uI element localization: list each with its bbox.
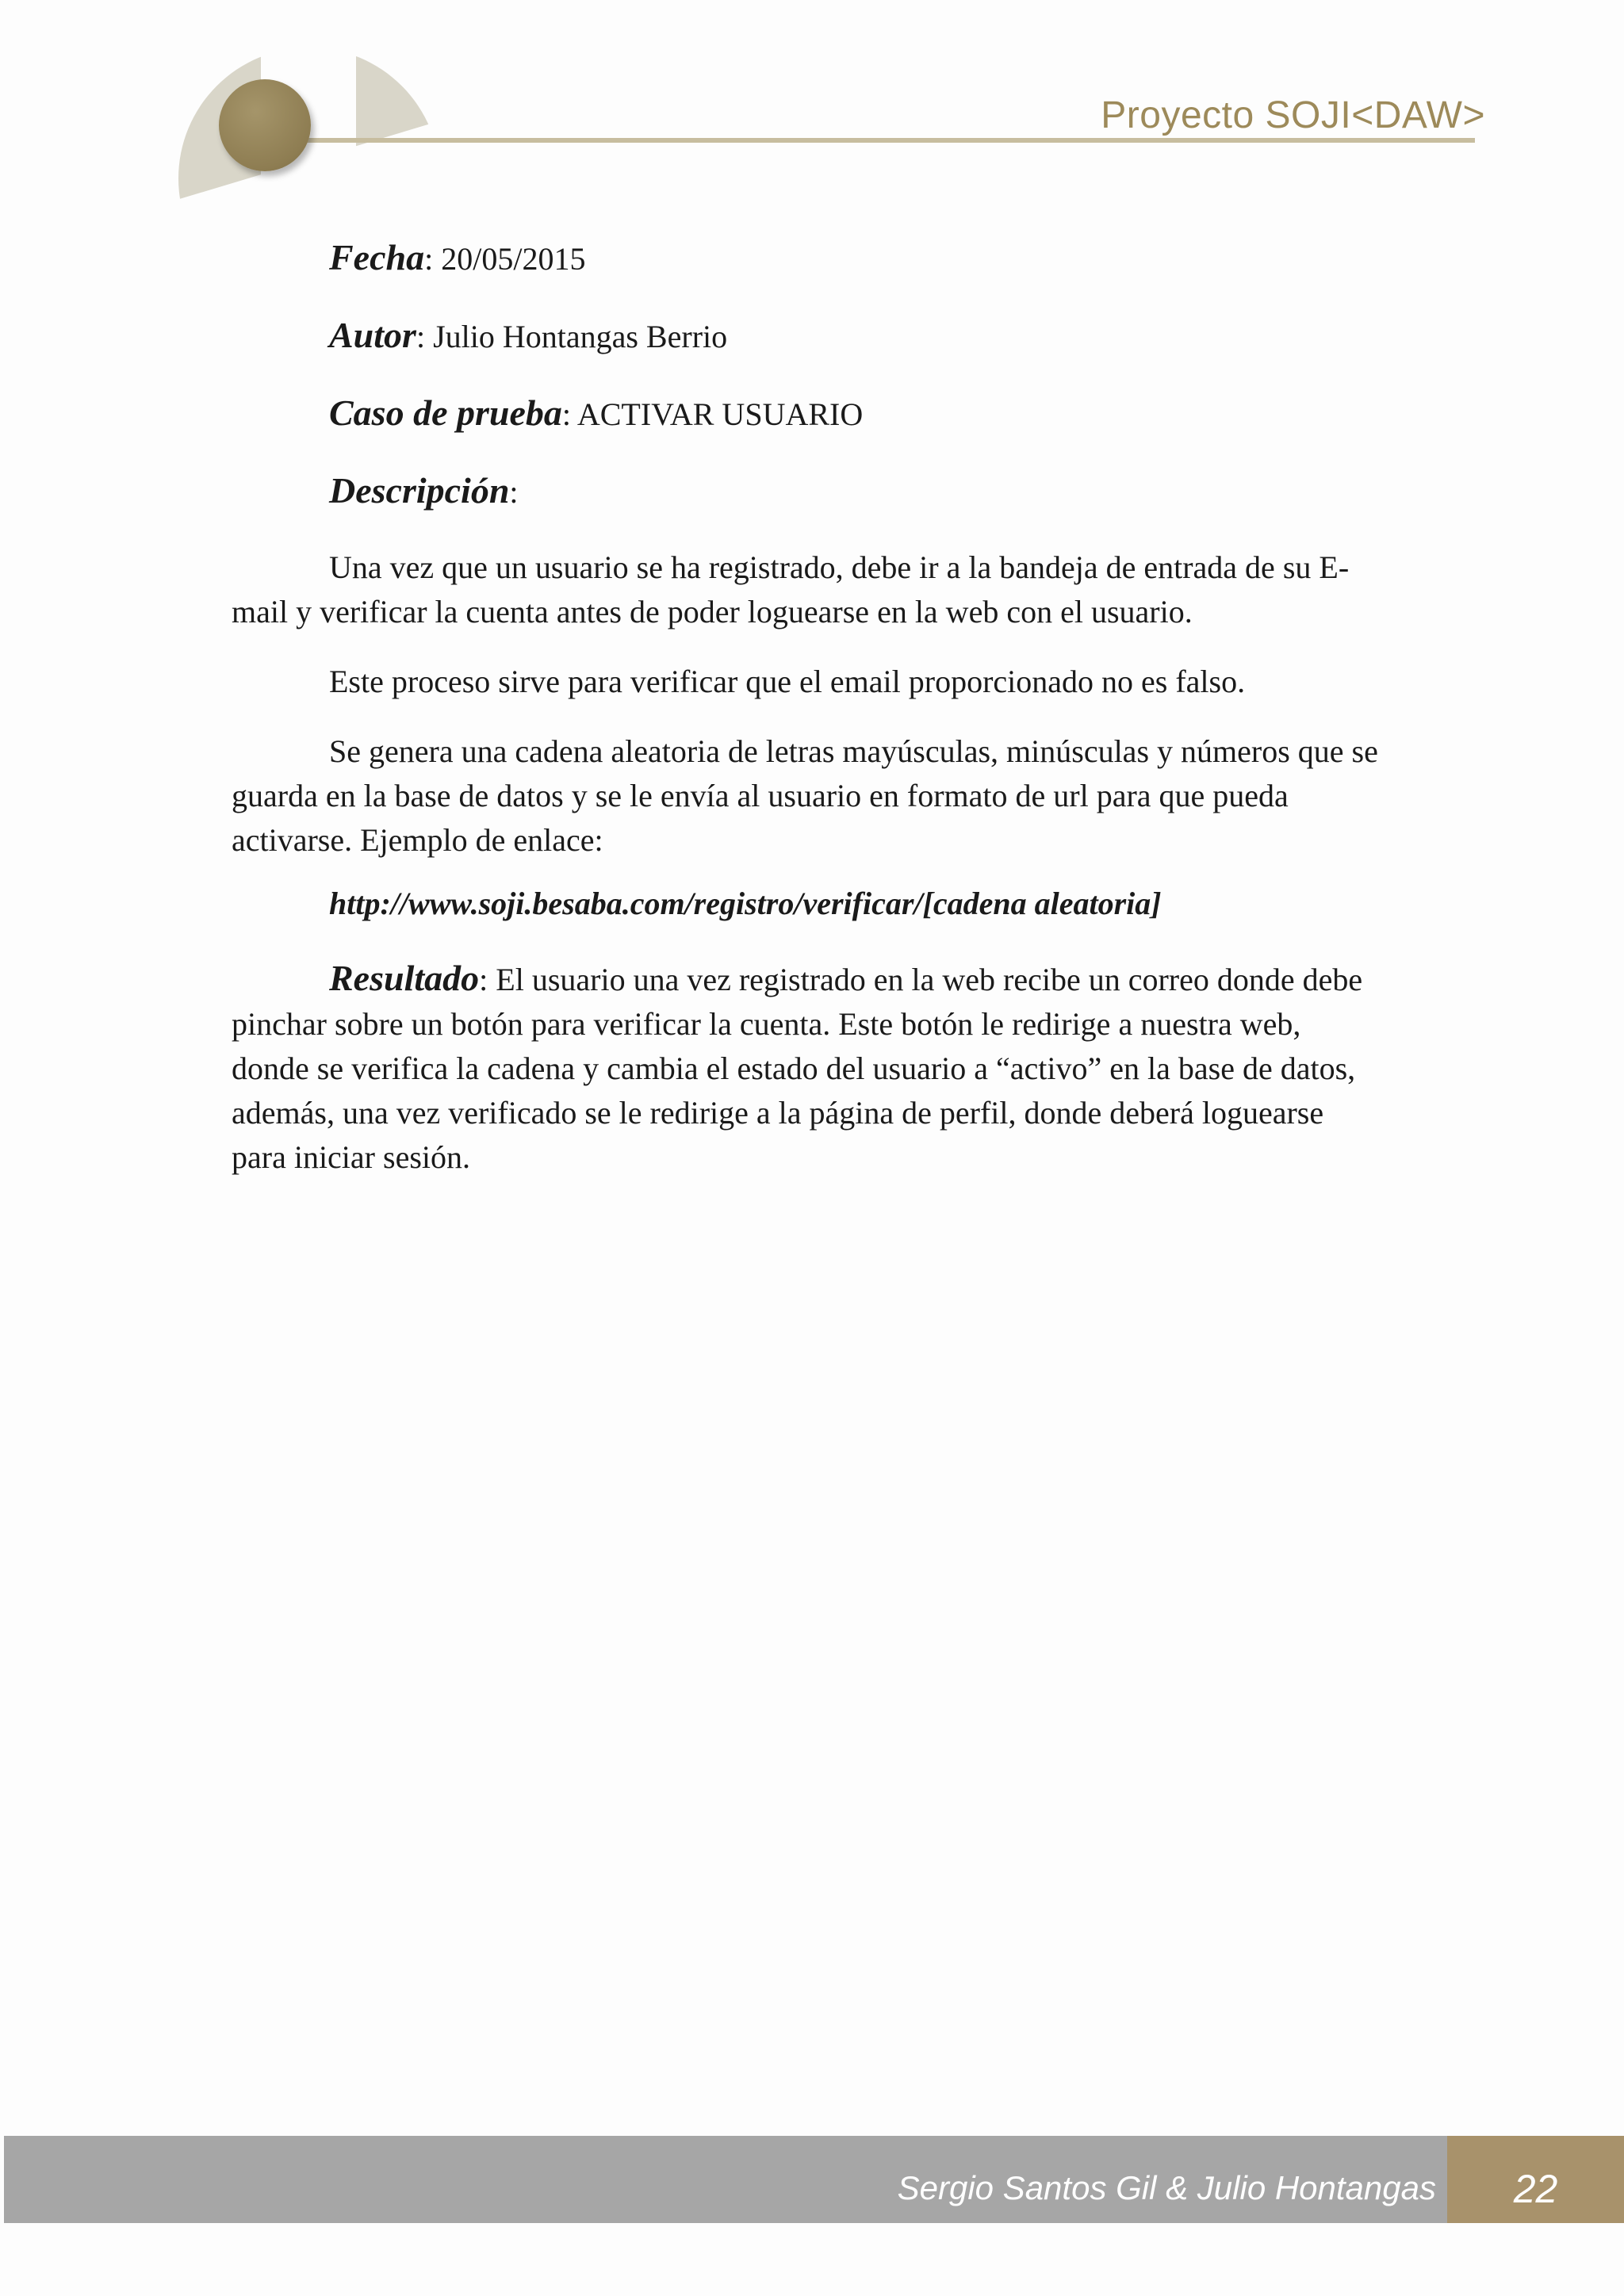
autor-value: : Julio Hontangas Berrio	[416, 319, 728, 354]
resultado-text: : El usuario una vez registrado en la web recibe un correo donde debe pinchar sobre un botón para verificar la cuenta. Este botón le redirige a nuestra web, donde se verifica la cadena y cambia el estado del usuario a “activo” en la base de datos, además, una vez verificado se le redirige a la página de perfil, donde deberá loguearse para iniciar sesión.	[232, 962, 1363, 1175]
footer-authors: Sergio Santos Gil & Julio Hontangas	[897, 2169, 1436, 2206]
field-autor	[329, 314, 727, 356]
descripcion-value: :	[509, 474, 519, 510]
field-caso	[329, 392, 863, 434]
paragraph-1	[232, 545, 1381, 634]
header-title: Proyecto SOJI<DAW>	[1101, 94, 1485, 136]
paragraph-1-text: Una vez que un usuario se ha registrado, debe ir a la bandeja de entrada de su E-mail y verificar la cuenta antes de poder loguearse en la web con el usuario.	[232, 549, 1350, 629]
fecha-value: : 20/05/2015	[424, 241, 586, 277]
paragraph-2	[232, 660, 1381, 704]
field-fecha	[329, 236, 585, 278]
header-circle-logo	[219, 79, 311, 171]
caso-value: : ACTIVAR USUARIO	[561, 396, 864, 432]
paragraph-2-text: Este proceso sirve para verificar que el email proporcionado no es falso.	[329, 664, 1246, 699]
page-number: 22	[1513, 2167, 1558, 2211]
paragraph-resultado	[232, 956, 1381, 1180]
paragraph-3-text: Se genera una cadena aleatoria de letras mayúsculas, minúsculas y números que se guarda en la base de datos y se le envía al usuario en formato de url para que pueda activarse. Ejemplo de enlace:	[232, 733, 1378, 858]
fecha-label: Fecha	[329, 237, 425, 277]
descripcion-label: Descripción	[329, 470, 510, 511]
autor-label: Autor	[329, 315, 416, 355]
caso-label: Caso de prueba	[329, 392, 562, 433]
paragraph-3	[232, 729, 1381, 863]
example-link: http://www.soji.besaba.com/registro/verificar/[cadena aleatoria]	[329, 886, 1162, 921]
header-rule	[301, 138, 1475, 143]
resultado-label: Resultado	[329, 958, 480, 998]
field-descripcion	[329, 469, 519, 511]
